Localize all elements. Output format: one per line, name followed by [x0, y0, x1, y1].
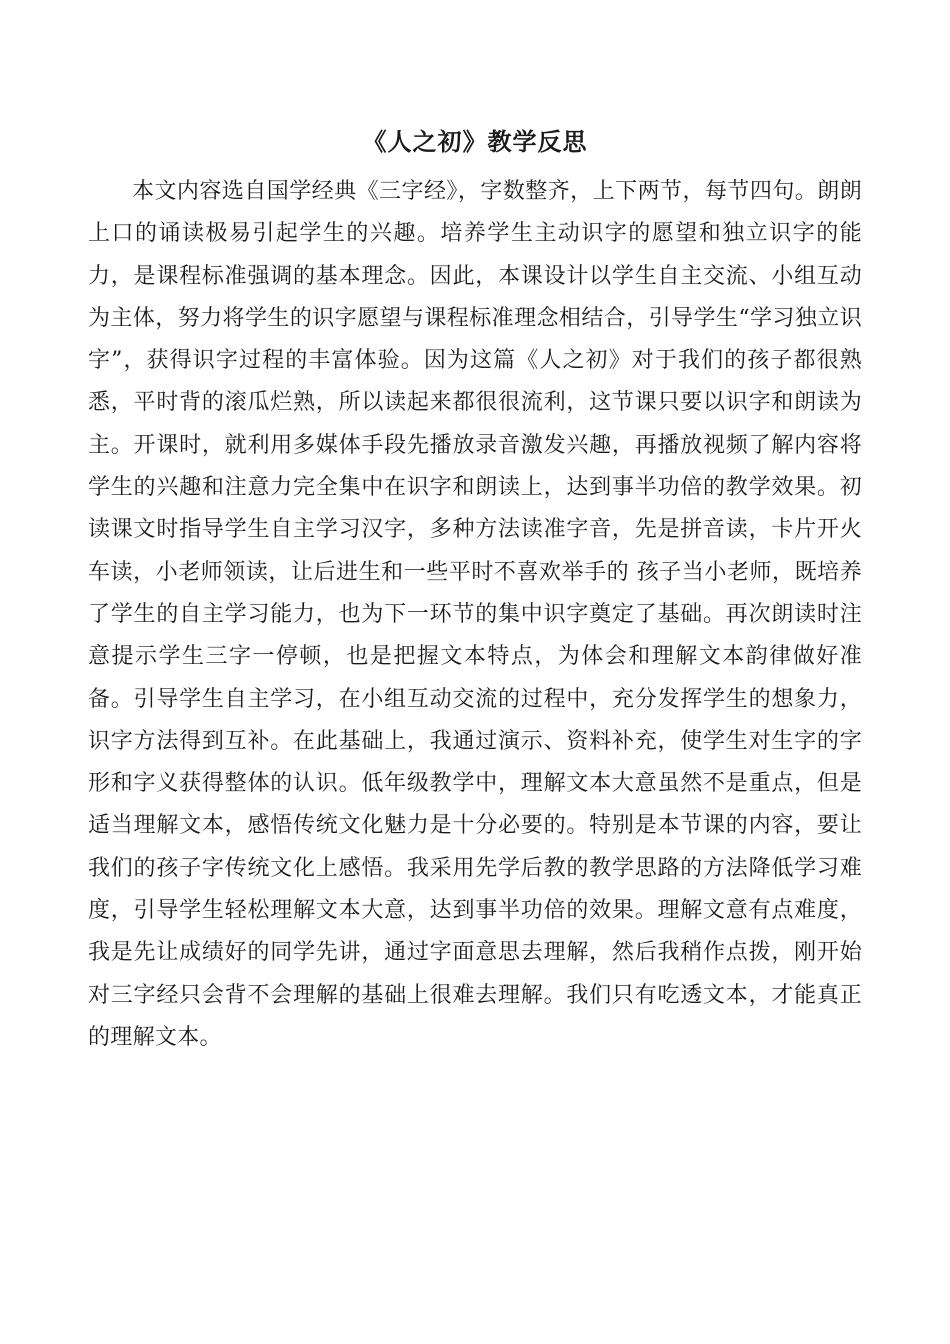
- document-title: 《人之初》教学反思: [362, 127, 588, 156]
- document-body-paragraph: 本文内容选自国学经典《三字经》，字数整齐，上下两节，每节四句。朗朗上口的诵读极易引起学生的兴趣。培养学生主动识字的愿望和独立识字的能力，是课程标准强调的基本理念。因此，本课设计以学生自主交流、小组互动为主体，努力将学生的识字愿望与课程标准理念相结合，引导学生“学习独立识字”，获得识字过程的丰富体验。因为这篇《人之初》对于我们的孩子都很熟悉，平时背的滚瓜烂熟，所以读起来都很很流利，这节课只要以识字和朗读为主。开课时，就利用多媒体手段先播放录音激发兴趣，再播放视频了解内容将学生的兴趣和注意力完全集中在识字和朗读上，达到事半功倍的教学效果。初读课文时指导学生自主学习汉字，多种方法读准字音，先是拼音读，卡片开火车读，小老师领读，让后进生和一些平时不喜欢举手的 孩子当小老师，既培养了学生的自主学习能力，也为下一环节的集中识字奠定了基础。再次朗读时注意提示学生三字一停顿，也是把握文本特点，为体会和理解文本韵律做好准备。引导学生自主学习，在小组互动交流的过程中，充分发挥学生的想象力，识字方法得到互补。在此基础上，我通过演示、资料补充，使学生对生字的字形和字义获得整体的认识。低年级教学中，理解文本大意虽然不是重点，但是适当理解文本，感悟传统文化魅力是十分必要的。特别是本节课的内容，要让我们的孩子字传统文化上感悟。我采用先学后教的教学思路的方法降低学习难度，引导学生轻松理解文本大意，达到事半功倍的效果。理解文意有点难度，我是先让成绩好的同学先讲，通过字面意思去理解，然后我稍作点拨，刚开始对三字经只会背不会理解的基础上很难去理解。我们只有吃透文本，才能真正的理解文本。: [88, 179, 862, 1050]
